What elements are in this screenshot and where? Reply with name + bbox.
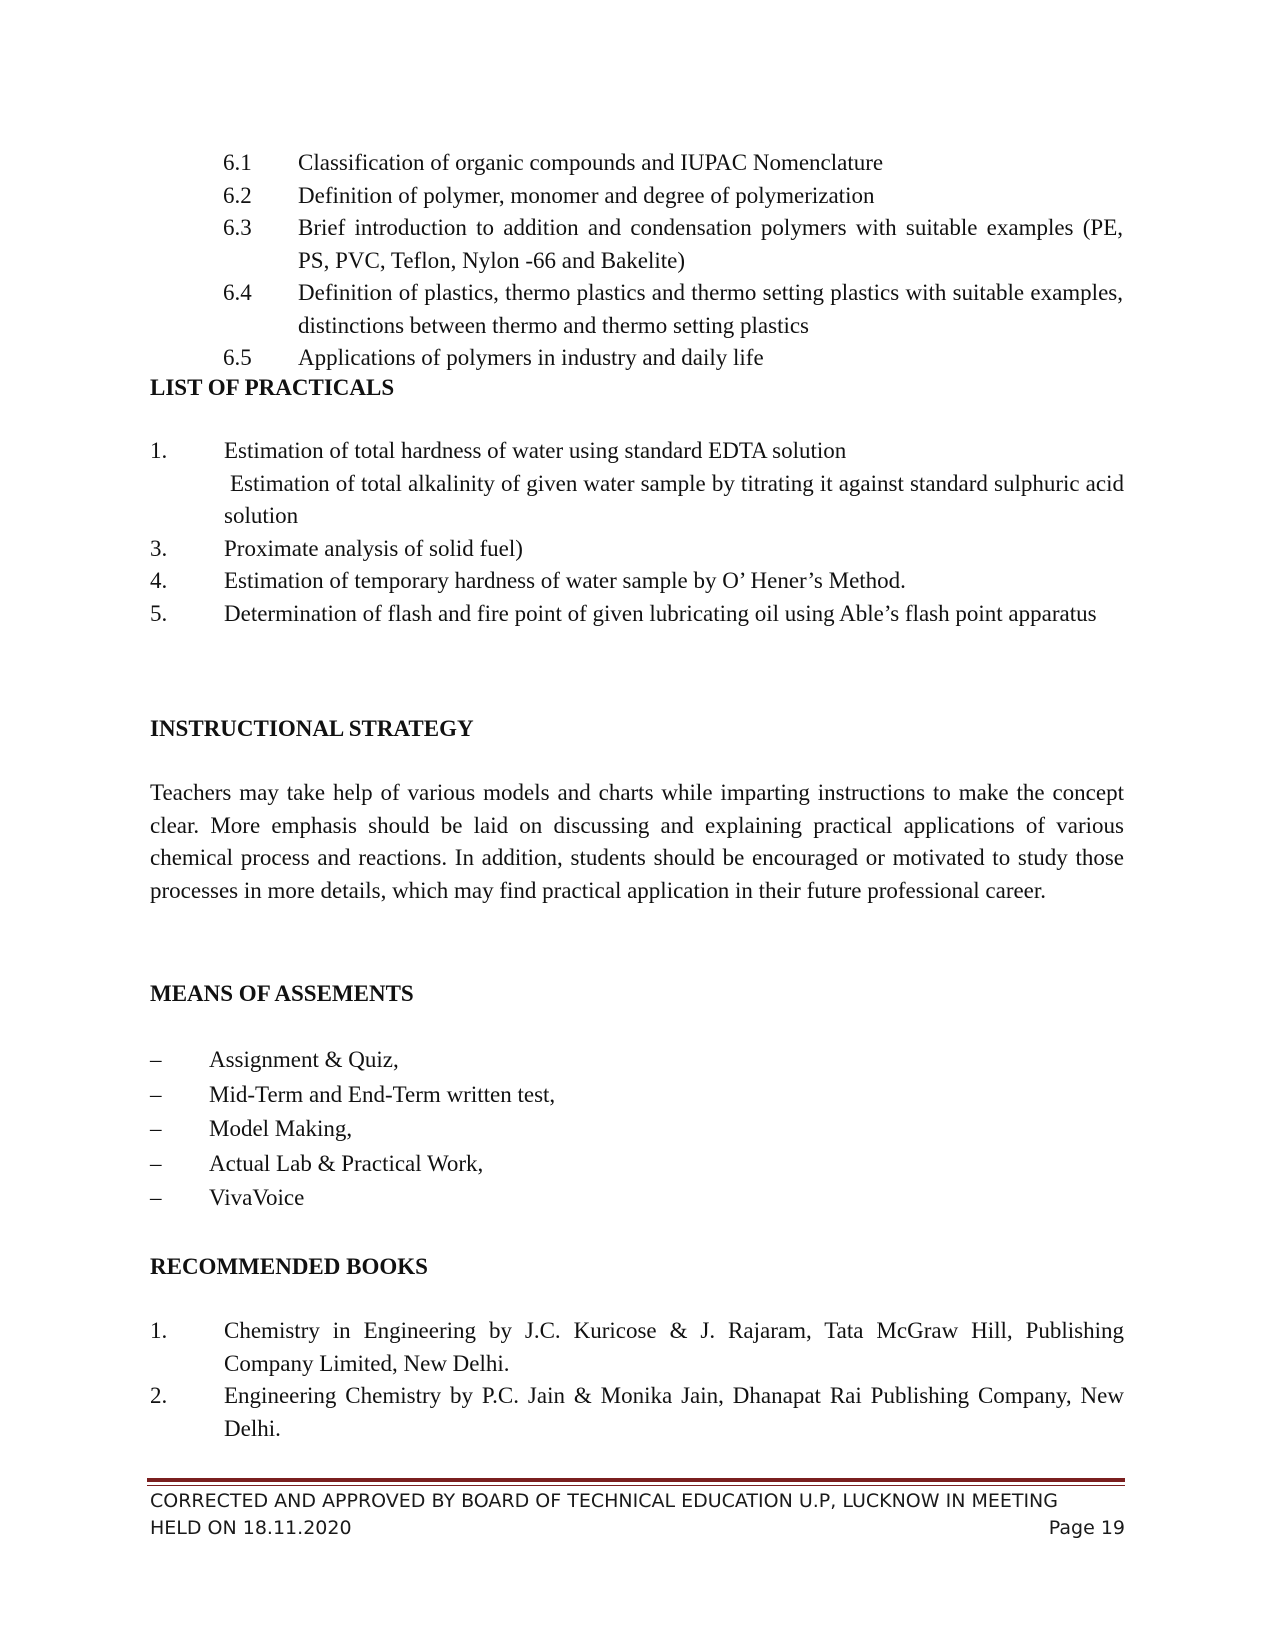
list-item-text: Mid-Term and End-Term written test, — [209, 1081, 556, 1107]
books-heading: RECOMMENDED BOOKS — [150, 1254, 428, 1279]
list-item-text: Model Making, — [209, 1116, 353, 1141]
sublist-item — [223, 212, 1123, 277]
list-item-text: Determination of flash and fire point of given lubricating oil using Able’s flash point apparatus — [224, 600, 1097, 626]
sublist-item-text: Classification of organic compounds and IUPAC Nomenclature — [298, 150, 884, 175]
list-item — [150, 435, 1124, 468]
sublist-item-number: 6.1 — [223, 150, 252, 175]
sublist-item-text: Brief introduction to addition and condensation polymers with suitable examples (PE, PS, PVC, Teflon, Nylon -66 and Bakelite) — [298, 215, 1123, 273]
assessment-heading: MEANS OF ASSEMENTS — [150, 981, 414, 1006]
list-item — [150, 598, 1124, 631]
sublist-item — [223, 277, 1123, 342]
list-item-number: 1. — [150, 1318, 168, 1343]
dash-bullet: – — [150, 1150, 162, 1176]
dash-bullet: – — [150, 1116, 162, 1141]
page-footer — [150, 1488, 1125, 1542]
list-item-number: 4. — [150, 568, 168, 593]
sublist-item-number: 6.3 — [223, 215, 252, 240]
list-item-text: Proximate analysis of solid fuel) — [224, 535, 523, 561]
list-item — [150, 1380, 1124, 1445]
list-item-text: Estimation of total alkalinity of given water sample by titrating it against standard sulphuric acid solution — [224, 470, 1124, 528]
books-list — [150, 1315, 1124, 1445]
footer-rule — [147, 1478, 1125, 1482]
dash-bullet: – — [150, 1185, 162, 1210]
sublist-item-number: 6.4 — [223, 280, 252, 305]
list-item — [150, 1112, 950, 1147]
list-item — [150, 533, 1124, 566]
list-item — [150, 1181, 950, 1216]
list-item-number: 5. — [150, 600, 168, 626]
list-item-number: 1. — [150, 438, 168, 463]
practicals-list — [150, 435, 1124, 630]
footer-row — [150, 1515, 1125, 1542]
list-item — [150, 468, 1124, 533]
list-item-number: 2. — [150, 1383, 168, 1408]
dash-bullet: – — [150, 1081, 162, 1107]
sublist-item-number: 6.2 — [223, 182, 252, 208]
list-item-text: Assignment & Quiz, — [209, 1047, 399, 1072]
list-item — [150, 1078, 950, 1113]
list-item — [150, 1043, 950, 1078]
sublist-item — [223, 180, 1123, 213]
practicals-heading: LIST OF PRACTICALS — [150, 375, 395, 400]
list-item-text: Chemistry in Engineering by J.C. Kuricose & J. Rajaram, Tata McGraw Hill, Publishing Company Limited, New Delhi. — [224, 1318, 1124, 1376]
list-item-text: VivaVoice — [209, 1185, 305, 1210]
list-item-text: Actual Lab & Practical Work, — [209, 1150, 484, 1176]
page-number: Page 19 — [1048, 1517, 1125, 1539]
dash-bullet: – — [150, 1047, 162, 1072]
list-item — [150, 1315, 1124, 1380]
sublist-item-text: Applications of polymers in industry and daily life — [298, 345, 764, 370]
footer-rule-thin — [147, 1485, 1125, 1486]
strategy-paragraph: Teachers may take help of various models and charts while imparting instructions to make the concept clear. More emphasis should be laid on discussing and explaining practical applications of various chemical process and reactions. In addition, students should be encouraged or motivated to study those processes in more details, which may find practical application in their future professional career. — [150, 780, 1124, 903]
footer-approval-line: CORRECTED AND APPROVED BY BOARD OF TECHNICAL EDUCATION U.P, LUCKNOW IN MEETING — [150, 1490, 1058, 1512]
assessment-list — [150, 1043, 950, 1216]
topic-sublist — [223, 147, 1123, 375]
strategy-heading: INSTRUCTIONAL STRATEGY — [150, 716, 474, 741]
list-item-number: 3. — [150, 535, 168, 561]
sublist-item — [223, 147, 1123, 180]
list-item-text: Estimation of total hardness of water using standard EDTA solution — [224, 438, 847, 463]
sublist-item-text: Definition of polymer, monomer and degree of polymerization — [298, 182, 875, 208]
list-item-text: Estimation of temporary hardness of water sample by O’ Hener’s Method. — [224, 568, 906, 593]
sublist-item-number: 6.5 — [223, 345, 252, 370]
list-item-number — [150, 468, 224, 533]
list-item — [150, 565, 1124, 598]
list-item — [150, 1147, 950, 1182]
sublist-item-text: Definition of plastics, thermo plastics and thermo setting plastics with suitable examples, distinctions between thermo and thermo setting plastics — [298, 280, 1123, 338]
list-item-text: Engineering Chemistry by P.C. Jain & Monika Jain, Dhanapat Rai Publishing Company, New Delhi. — [224, 1383, 1124, 1441]
footer-meeting-date: HELD ON 18.11.2020 — [150, 1517, 352, 1539]
sublist-item — [223, 342, 1123, 375]
